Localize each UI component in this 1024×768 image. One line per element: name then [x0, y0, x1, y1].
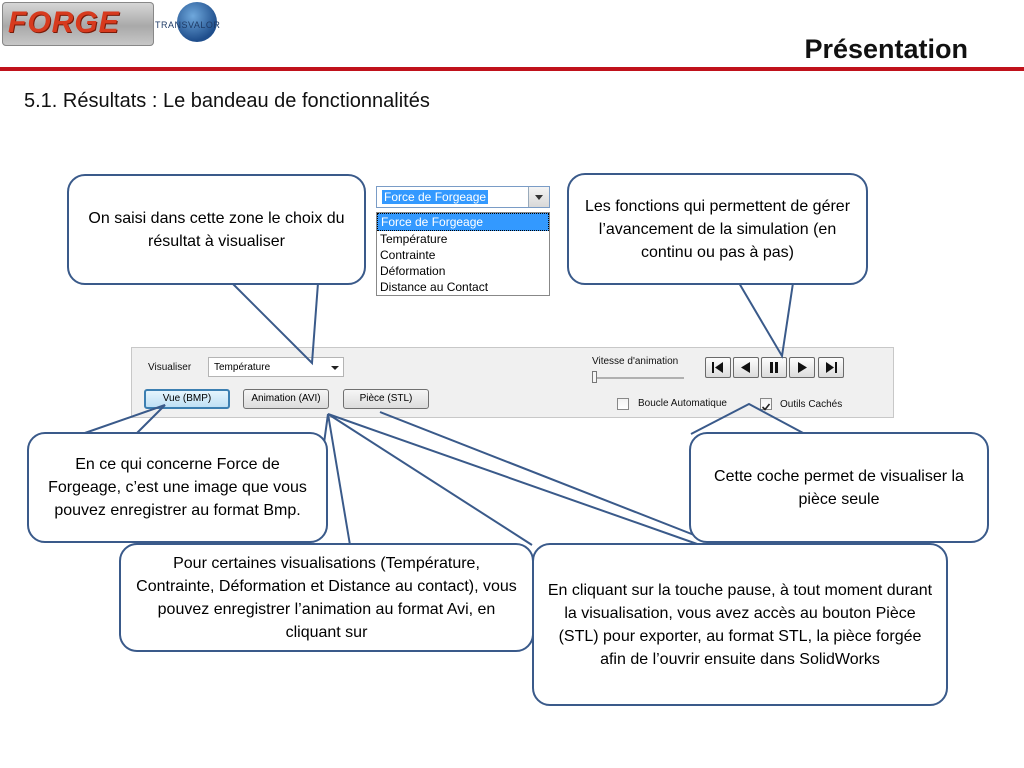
animation-avi-button[interactable]: Animation (AVI)	[243, 389, 329, 409]
dropdown-option-distance[interactable]: Distance au Contact	[380, 280, 489, 294]
callout-checkbox-info: Cette coche permet de visualiser la pièce seule	[689, 432, 989, 543]
loop-checkbox[interactable]	[617, 398, 629, 410]
speed-slider-thumb[interactable]	[592, 371, 597, 383]
pause-glyph	[762, 358, 786, 377]
dropdown-option-temperature[interactable]: Température	[380, 232, 448, 246]
transvalor-logo	[155, 0, 241, 48]
skip-to-end-glyph	[819, 358, 843, 377]
hidden-tools-label: Outils Cachés	[780, 399, 843, 410]
dropdown-option-deformation[interactable]: Déformation	[380, 264, 446, 278]
skip-to-start-glyph	[706, 358, 730, 377]
callout-functions: Les fonctions qui permettent de gérer l’avancement de la simulation (en continu ou pas à pas)	[567, 173, 868, 285]
forge-logo-text: FORGE	[8, 6, 120, 39]
callout-avi: Pour certaines visualisations (Température, Contrainte, Déformation et Distance au contact), vous pouvez enregistrer l’animation au format Avi, en cliquant sur	[119, 543, 534, 652]
chevron-down-icon[interactable]	[528, 187, 549, 207]
dropdown-option-contrainte[interactable]: Contrainte	[380, 248, 436, 262]
skip-to-end-icon[interactable]	[818, 357, 844, 378]
vue-bmp-button[interactable]: Vue (BMP)	[144, 389, 230, 409]
loop-label: Boucle Automatique	[638, 398, 727, 409]
hidden-tools-checkbox[interactable]	[760, 398, 772, 410]
speed-slider-track[interactable]	[592, 377, 684, 379]
checkmark-icon	[761, 402, 771, 412]
visualiser-label: Visualiser	[148, 362, 192, 373]
pause-icon[interactable]	[761, 357, 787, 378]
piece-stl-button[interactable]: Pièce (STL)	[343, 389, 429, 409]
play-glyph	[790, 358, 814, 377]
result-dropdown-list[interactable]	[376, 212, 550, 296]
dropdown-option-force[interactable]: Force de Forgeage	[377, 213, 549, 231]
callout-bmp: En ce qui concerne Force de Forgeage, c’est une image que vous pouvez enregistrer au format Bmp.	[27, 432, 328, 543]
page-title: Présentation	[804, 34, 968, 64]
callout-zone-choice: On saisi dans cette zone le choix du résultat à visualiser	[67, 174, 366, 285]
step-back-glyph	[734, 358, 758, 377]
speed-label: Vitesse d'animation	[592, 356, 679, 367]
forge-logo	[2, 2, 154, 46]
result-combo-box[interactable]	[376, 186, 550, 208]
step-back-icon[interactable]	[733, 357, 759, 378]
section-heading: 5.1. Résultats : Le bandeau de fonctionnalités	[24, 90, 430, 112]
transvalor-logo-text: TRANSVALOR	[155, 20, 221, 30]
visualiser-select[interactable]	[208, 357, 344, 377]
result-combo-value: Force de Forgeage	[384, 190, 487, 204]
play-icon[interactable]	[789, 357, 815, 378]
header-divider	[0, 67, 1024, 71]
visualiser-select-value: Température	[214, 362, 271, 373]
skip-to-start-icon[interactable]	[705, 357, 731, 378]
callout-pause-stl: En cliquant sur la touche pause, à tout moment durant la visualisation, vous avez accès au bouton Pièce (STL) pour exporter, au format STL, la pièce forgée afin de l’ouvrir ensuite dans SolidWorks	[532, 543, 948, 706]
